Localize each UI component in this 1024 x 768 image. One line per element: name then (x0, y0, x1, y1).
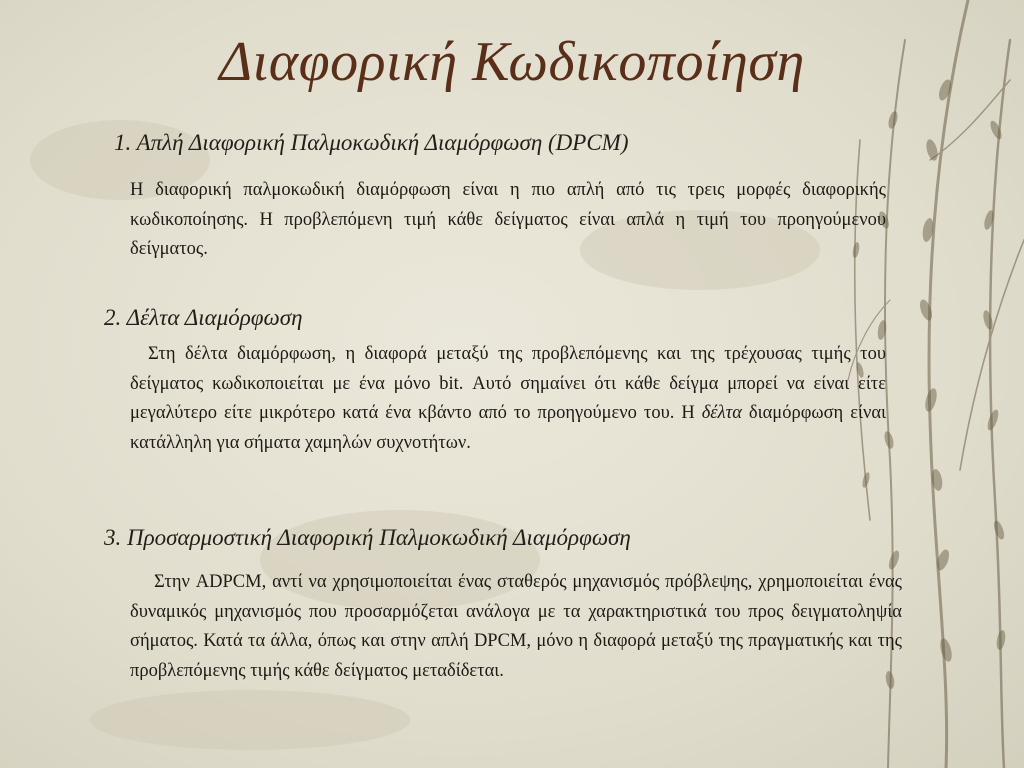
section-2-heading: 2. Δέλτα Διαμόρφωση (104, 305, 303, 330)
section-2-text (130, 340, 886, 458)
section-1-text: Η διαφορική παλμοκωδική διαμόρφωση είναι η πιο απλή από τις τρεις μορφές διαφορικής κωδικοποίησης. Η προβλεπόμενη τιμή κάθε δείγματος είναι απλά η τιμή του προηγούμενου δείγματος. (130, 180, 886, 259)
section-1-heading: 1. Απλή Διαφορική Παλμοκωδική Διαμόρφωση (DPCM) (114, 130, 629, 155)
slide-title: Διαφορική Κωδικοποίηση (219, 31, 805, 93)
section-3-heading: 3. Προσαρμοστική Διαφορική Παλμοκωδική Διαμόρφωση (104, 525, 631, 550)
section-2-text-emphasis: δέλτα (701, 403, 742, 423)
section-2-text-after: διαμόρφωση είναι κατάλληλη για σήματα χαμηλών συχνοτήτων. (130, 403, 886, 453)
section-3-text: Στην ADPCM, αντί να χρησιμοποιείται ένας σταθερός μηχανισμός πρόβλεψης, χρημοποιείται ένας δυναμικός μηχανισμός που προσαρμόζεται ανάλογα με τα χαρακτηριστικά του προς δειγματοληψία σήματος. Κατά τα άλλα, όπως και στην απλή DPCM, μόνο η διαφορά μεταξύ της πραγματικής και της προβλεπόμενης τιμής κάθε δείγματος μεταδίδεται. (130, 572, 902, 681)
section-2-text-before: Στη δέλτα διαμόρφωση, η διαφορά μεταξύ της προβλεπόμενης και της τρέχουσας τιμής του δείγματος κωδικοποιείται με ένα μόνο bit. Αυτό σημαίνει ότι κάθε δείγμα μπορεί να είναι είτε μεγαλύτερο είτε μικρότερο κατά ένα κβάντο από το προηγούμενο του. Η (130, 344, 886, 423)
